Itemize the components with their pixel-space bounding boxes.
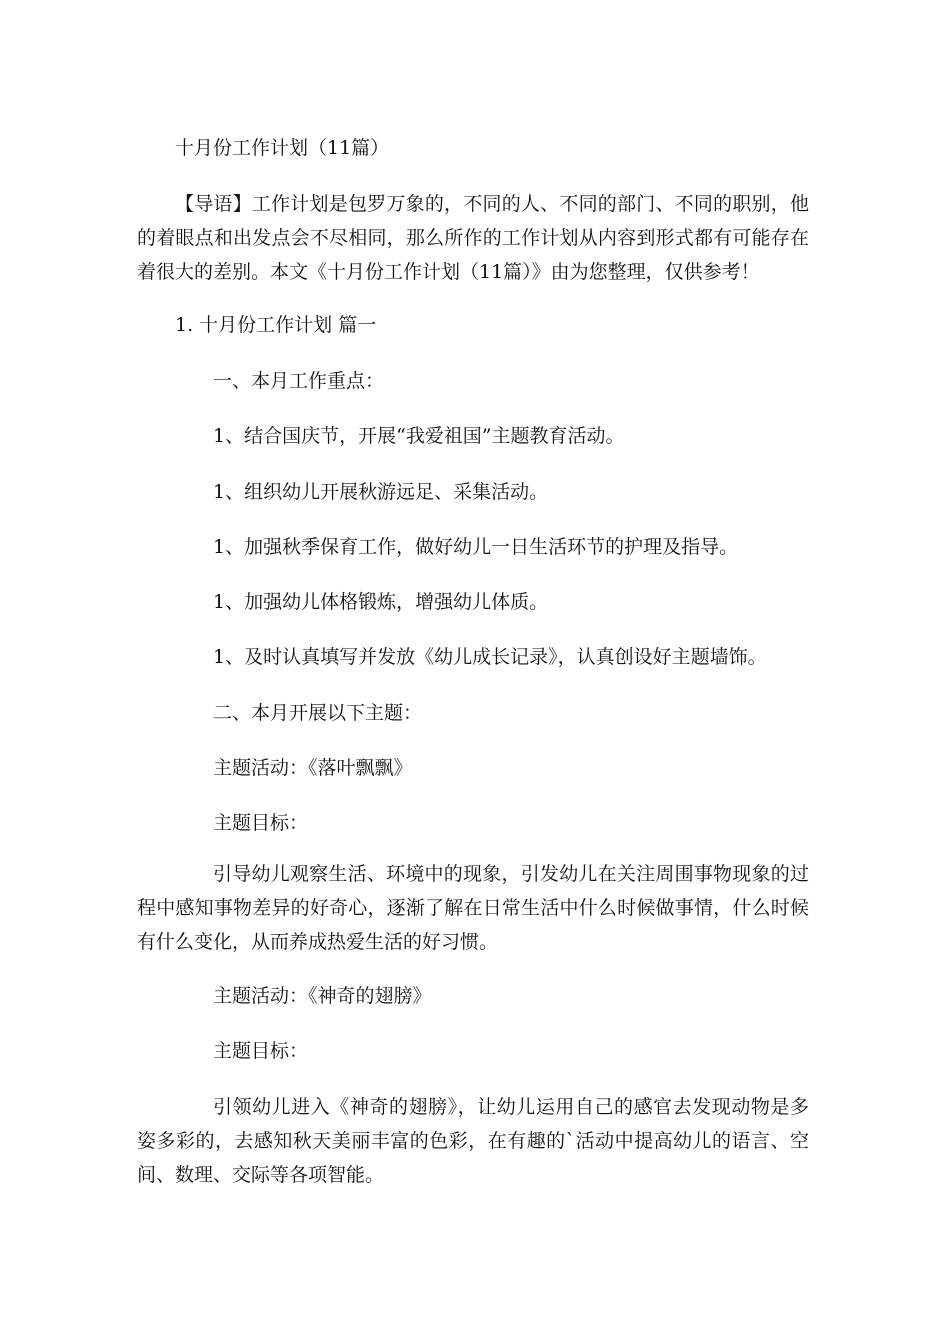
theme1-goal-paragraph: 引导幼儿观察生活、环境中的现象，引发幼儿在关注周围事物现象的过程中感知事物差异的好奇心，逐渐了解在日常生活中什么时候做事情，什么时候有什么变化，从而养成热爱生活的好习惯。 [137,863,809,953]
part1-item: 1、及时认真填写并发放《幼儿成长记录》，认真创设好主题墙饰。 [213,646,767,668]
theme1-goal-label: 主题目标： [213,812,309,834]
part2-heading: 二、本月开展以下主题： [213,702,423,724]
theme2-activity: 主题活动：《神奇的翅膀》 [213,985,432,1007]
theme2-goal-label: 主题目标： [213,1040,309,1062]
theme2-goal-paragraph: 引领幼儿进入《神奇的翅膀》，让幼儿运用自己的感官去发现动物是多姿多彩的，去感知秋天美丽丰富的色彩，在有趣的`活动中提高幼儿的语言、空间、数理、交际等各项智能。 [137,1096,809,1186]
document-title: 十月份工作计划（11篇） [175,137,390,159]
intro-paragraph: 【导语】工作计划是包罗万象的，不同的人、不同的部门、不同的职别，他的着眼点和出发点会不尽相同，那么所作的工作计划从内容到形式都有可能存在着很大的差别。本文《十月份工作计划（11篇）》由为您整理，仅供参考！ [137,193,809,283]
part1-item: 1、加强秋季保育工作，做好幼儿一日生活环节的护理及指导。 [213,536,739,558]
part1-item: 1、结合国庆节，开展“我爱祖国”主题教育活动。 [213,425,625,447]
part1-item: 1、组织幼儿开展秋游远足、采集活动。 [213,481,549,503]
part1-item: 1、加强幼儿体格锻炼，增强幼儿体质。 [213,591,549,613]
part1-heading: 一、本月工作重点： [213,370,385,392]
section-heading: 1. 十月份工作计划 篇一 [175,314,377,336]
theme1-activity: 主题活动：《落叶飘飘》 [213,757,413,779]
